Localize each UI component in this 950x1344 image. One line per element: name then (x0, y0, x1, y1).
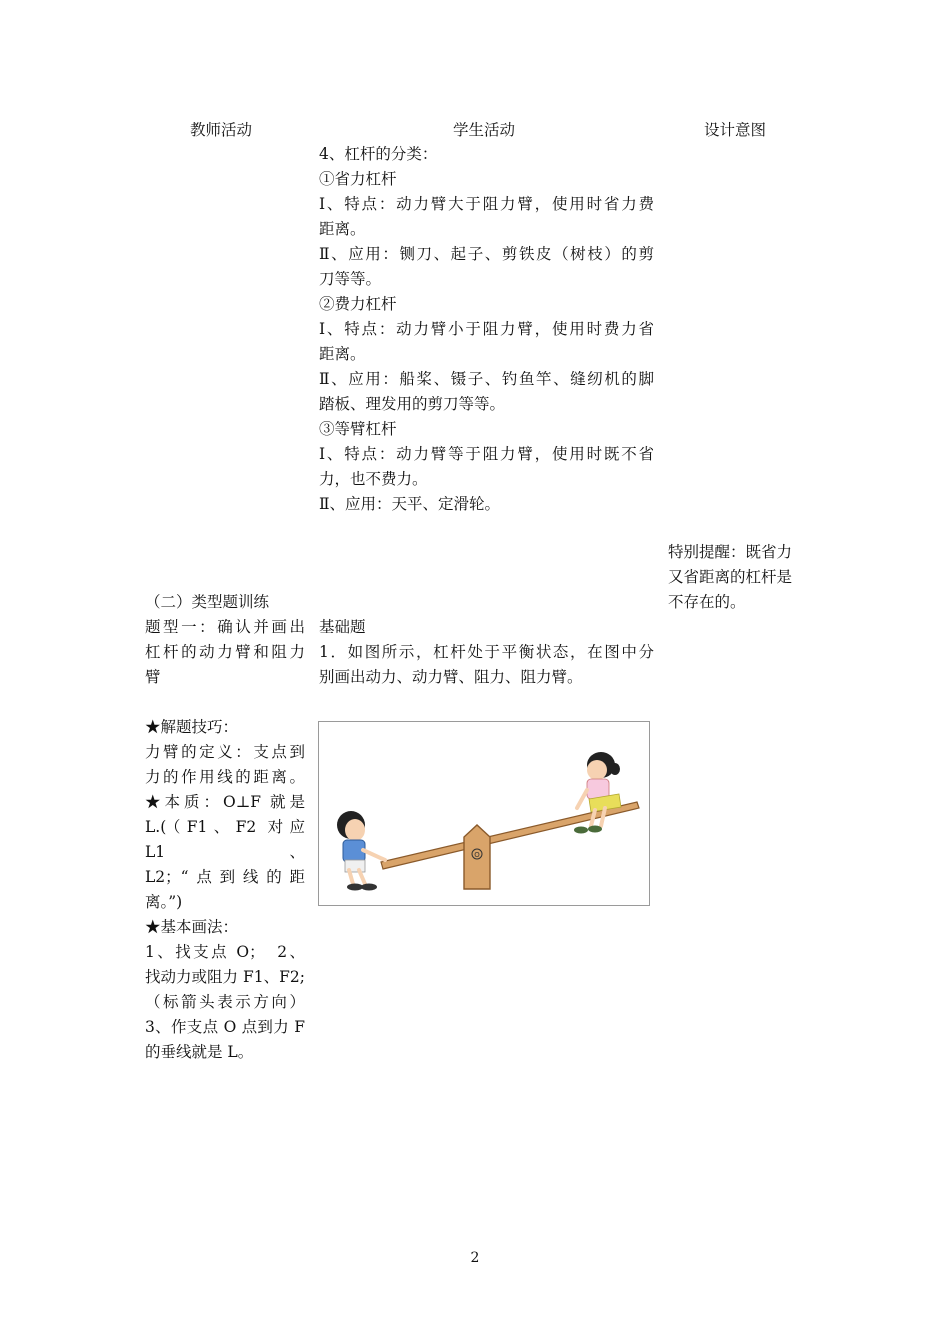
header-design-intent: 设计意图 (704, 121, 767, 139)
text-line: ③等臂杠杆 (319, 420, 397, 438)
text-line: 特别提醒：既省力 (668, 543, 793, 561)
text-line: 题型一：确认并画出 (145, 618, 305, 636)
basic-question (319, 615, 654, 690)
text-line: 的垂线就是 L。 (145, 1043, 254, 1061)
text-line: Ⅰ、特点：动力臂等于阻力臂，使用时既不省 (319, 445, 654, 463)
text-line: ★解题技巧： (145, 718, 239, 736)
text-line: 4、杠杆的分类： (319, 145, 438, 163)
text-line: （二）类型题训练 (145, 593, 270, 611)
text-line: 别画出动力、动力臂、阻力、阻力臂。 (319, 668, 583, 686)
seesaw-illustration (319, 722, 649, 905)
teacher-tips (145, 715, 305, 1065)
text-line: ★基本画法： (145, 918, 239, 936)
text-line: 力臂的定义：支点到 (145, 743, 305, 761)
header-student-activity: 学生活动 (453, 121, 516, 139)
text-line: 1、找支点 O； 2、 (145, 943, 305, 961)
text-line: ②费力杠杆 (319, 295, 397, 313)
text-line: Ⅱ、应用：船桨、镊子、钓鱼竿、缝纫机的脚 (319, 370, 654, 388)
text-line: 离。”) (145, 893, 183, 911)
teacher-exercise-intro (145, 590, 305, 690)
text-line: ①省力杠杆 (319, 170, 397, 188)
boy-figure (337, 811, 385, 891)
text-line: 不存在的。 (668, 593, 746, 611)
text-line: 1．如图所示，杠杆处于平衡状态，在图中分 (319, 643, 654, 661)
text-line: Ⅰ、特点：动力臂小于阻力臂，使用时费力省 (319, 320, 654, 338)
text-line: 又省距离的杠杆是 (668, 568, 793, 586)
text-line: 杠杆的动力臂和阻力 (145, 643, 305, 661)
text-line: Ⅱ、应用：铡刀、起子、剪铁皮（树枝）的剪 (319, 245, 654, 263)
page-number: 2 (470, 1250, 480, 1266)
text-line: 3、作支点 O 点到力 F (145, 1018, 305, 1036)
text-line: 找动力或阻力 F1、F2; (145, 968, 305, 986)
text-line: ★本质：O⊥F 就是 (145, 793, 305, 811)
seesaw-figure (318, 721, 650, 906)
text-line: 基础题 (319, 618, 366, 636)
text-line: 距离。 (319, 345, 366, 363)
text-line: 力的作用线的距离。 (145, 768, 305, 786)
fulcrum-label: O (474, 851, 480, 859)
text-line: 踏板、理发用的剪刀等等。 (319, 395, 506, 413)
header-teacher-activity: 教师活动 (190, 121, 253, 139)
text-line: 距离。 (319, 220, 366, 238)
text-line: L2；“点到线的距 (145, 868, 305, 886)
text-line: （标箭头表示方向） (145, 993, 305, 1011)
text-line: Ⅱ、应用：天平、定滑轮。 (319, 495, 501, 513)
text-line: 刀等等。 (319, 270, 382, 288)
text-line: 臂 (145, 668, 161, 686)
text-line: L.(（F1、F2 对应 L1、 (145, 818, 305, 861)
lever-classification-block (319, 142, 654, 517)
text-line: Ⅰ、特点：动力臂大于阻力臂，使用时省力费 (319, 195, 654, 213)
lever-plank (381, 802, 639, 869)
design-reminder (668, 540, 810, 615)
text-line: 力，也不费力。 (319, 470, 428, 488)
